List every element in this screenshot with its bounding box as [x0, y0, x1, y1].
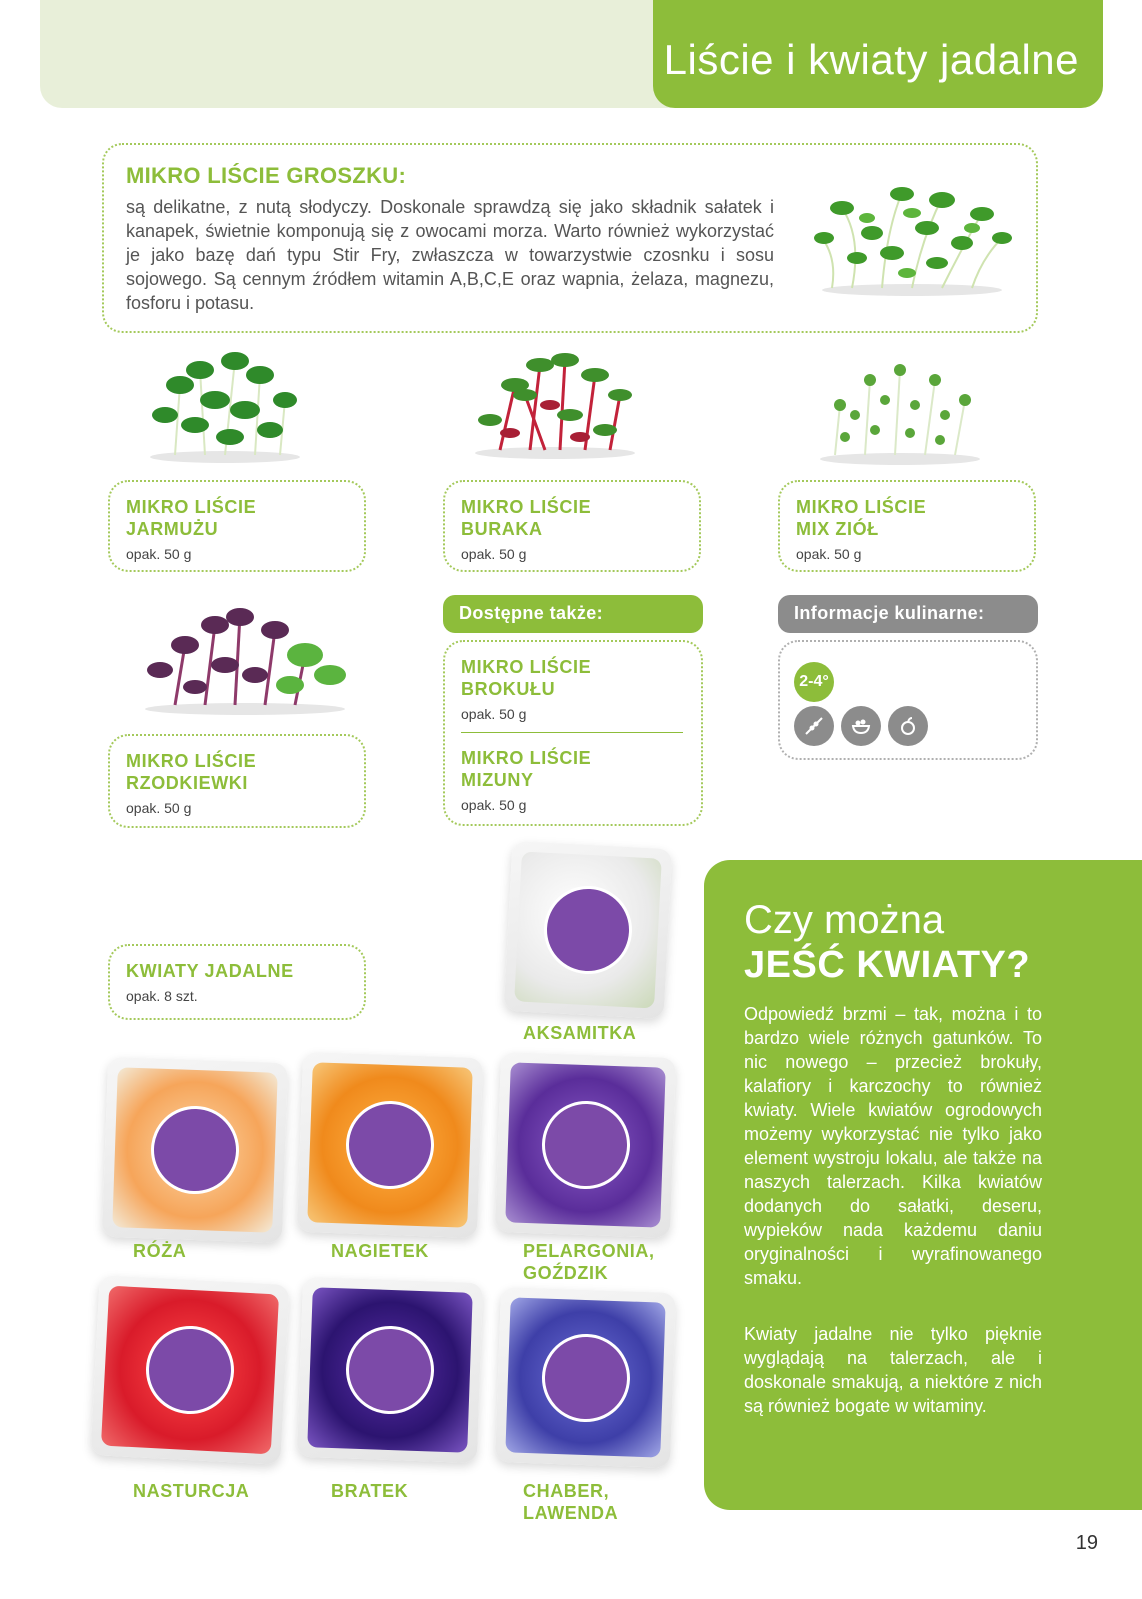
- edible-flowers-box: [108, 944, 366, 1020]
- culinary-info-box: [778, 640, 1038, 760]
- edible-flowers-title: KWIATY JADALNE: [126, 961, 294, 981]
- flower-label-roza: RÓŻA: [133, 1241, 187, 1261]
- edible-flowers-pack: opak. 8 szt.: [126, 988, 198, 1004]
- herb-mix-microgreens-image: [815, 355, 985, 465]
- product-pack: opak. 50 g: [126, 546, 192, 562]
- broccoli-pack: opak. 50 g: [461, 706, 527, 722]
- skewer-icon: [794, 706, 834, 746]
- product-name-line2: MIX ZIÓŁ: [796, 519, 879, 539]
- edible-flowers-info-panel: [704, 860, 1142, 1510]
- divider: [461, 732, 683, 733]
- fruit-icon: [888, 706, 928, 746]
- product-box-radish: [108, 734, 366, 828]
- broccoli-name-line2: BROKUŁU: [461, 679, 556, 699]
- product-pack: opak. 50 g: [126, 800, 192, 816]
- page-number: 19: [1075, 1532, 1098, 1554]
- pansy-container-image: [297, 1277, 483, 1463]
- panel-title-line2: JEŚĆ KWIATY?: [744, 944, 1031, 986]
- pea-shoots-image: [812, 178, 1012, 298]
- also-available-label: Dostępne także:: [443, 595, 703, 633]
- rose-container-image: [102, 1057, 288, 1243]
- flower-label-nagietek: NAGIETEK: [331, 1241, 429, 1261]
- mizuna-name-line2: MIZUNY: [461, 770, 534, 790]
- also-available-box: [443, 640, 703, 826]
- product-box-kale: [108, 480, 366, 572]
- pelargonium-container-image: [495, 1052, 676, 1238]
- panel-paragraph-2: Kwiaty jadalne nie tylko pięknie wyglądają na talerzach, ale i doskonale smakują, a niektóre z nich są również bogate w witaminy.: [744, 1324, 1042, 1416]
- page-title: Liście i kwiaty jadalne: [663, 36, 1079, 83]
- product-name-line2: BURAKA: [461, 519, 543, 539]
- beet-microgreens-image: [470, 345, 640, 460]
- product-box-herb-mix: [778, 480, 1036, 572]
- product-name-line2: RZODKIEWKI: [126, 773, 248, 793]
- header-title-box: [653, 0, 1103, 108]
- product-pack: opak. 50 g: [461, 546, 527, 562]
- flower-label-pelargonia: PELARGONIA, GOŹDZIK: [523, 1241, 655, 1283]
- broccoli-name-line1: MIKRO LIŚCIE: [461, 657, 592, 677]
- cornflower-container-image: [495, 1287, 676, 1468]
- culinary-info-label: Informacje kulinarne:: [778, 595, 1038, 633]
- flower-label-bratek: BRATEK: [331, 1481, 409, 1501]
- flower-label-aksamitka: AKSAMITKA: [523, 1023, 637, 1043]
- flower-label-nasturcja: NASTURCJA: [133, 1481, 250, 1501]
- intro-text: są delikatne, z nutą słodyczy. Doskonale sprawdzą się jako składnik sałatek i kanapek, świetnie komponują się z owocami morza. Warto również wykorzystać je jako bazę dań typu Stir Fry, zwłaszcza w towarzystwie czosnku i sosu sojowego. Są cennym źródłem witamin A,B,C,E oraz wapnia, żelaza, magnezu, fosforu i potasu.: [126, 197, 774, 313]
- intro-title: MIKRO LIŚCIE GROSZKU:: [126, 163, 407, 188]
- nasturtium-container-image: [90, 1275, 289, 1465]
- product-name-line1: MIKRO LIŚCIE: [461, 497, 592, 517]
- product-name-line1: MIKRO LIŚCIE: [796, 497, 927, 517]
- radish-microgreens-image: [135, 605, 355, 715]
- panel-paragraph-1: Odpowiedź brzmi – tak, można i to bardzo wiele różnych gatunków. To nic nowego – przecież brokuły, kalafiory i karczochy to również kwiaty. Wiele kwiatów ogrodowych możemy wykorzystać nie tylko jako element wystroju lokalu, ale także na naszych talerzach. Kilka kwiatów dodanych do sałatki, deseru, wypieków nada każdemu daniu oryginalności i wyrafinowanego smaku.: [744, 1004, 1042, 1288]
- product-box-beet: [443, 480, 701, 572]
- product-pack: opak. 50 g: [796, 546, 862, 562]
- mizuna-name-line1: MIKRO LIŚCIE: [461, 748, 592, 768]
- product-name-line1: MIKRO LIŚCIE: [126, 497, 257, 517]
- panel-title-line1: Czy można: [744, 898, 945, 942]
- kale-microgreens-image: [145, 345, 305, 465]
- temperature-value: 2-4°: [799, 673, 829, 690]
- calendula-container-image: [297, 1052, 483, 1238]
- flower-label-chaber: CHABER, LAWENDA: [523, 1481, 619, 1523]
- marigold-white-container-image: [504, 841, 673, 1019]
- product-name-line2: JARMUŻU: [126, 519, 219, 539]
- temperature-icon: [794, 662, 834, 702]
- mizuna-pack: opak. 50 g: [461, 797, 527, 813]
- salad-bowl-icon: [841, 706, 881, 746]
- product-name-line1: MIKRO LIŚCIE: [126, 751, 257, 771]
